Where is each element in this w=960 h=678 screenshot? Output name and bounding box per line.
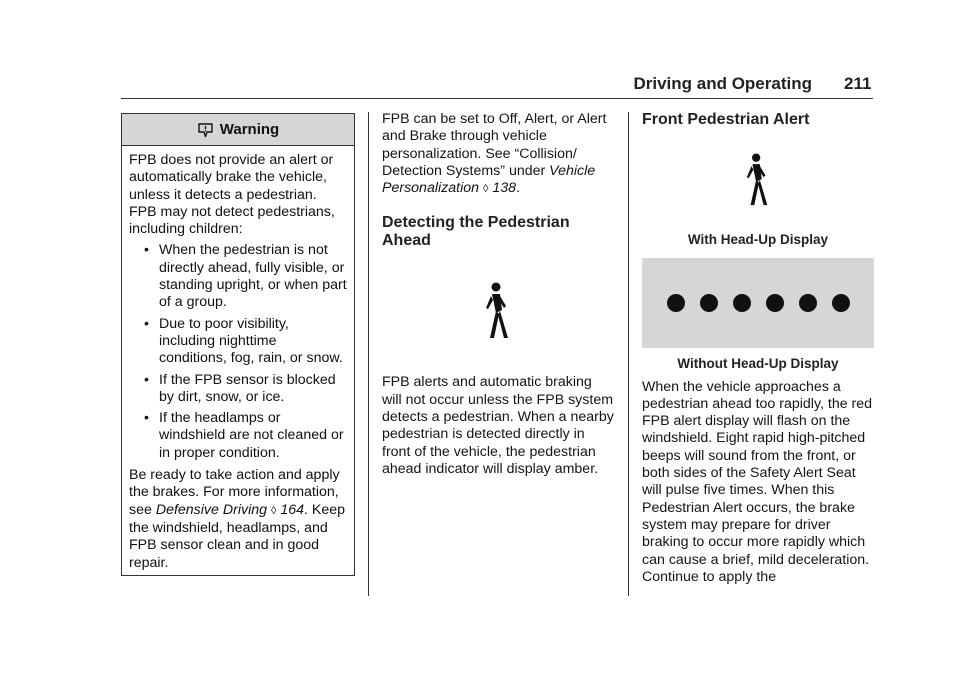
alert-light [733, 294, 751, 312]
no-hud-alert-display [642, 258, 874, 348]
ref-page-number[interactable]: 138 [492, 180, 517, 197]
page-number: 211 [844, 74, 872, 93]
alert-light [667, 294, 685, 312]
personalization-text: FPB can be set to Off, Alert, or Alert and Brake through vehicle personalization. See “Collision/ Detection Systems” under [382, 111, 607, 179]
bullet-mark: • [144, 371, 149, 388]
warning-outro: Be ready to take action and apply the brakes. For more information, see Defensive Driving ◊ 164. Keep the windshield, headlamps, and FPB sensor clean and in good repair. [129, 467, 346, 571]
warning-intro: FPB does not provide an alert or automatically brake the vehicle, unless it detects a pedestrian. FPB may not detect pedestrians, including children: [129, 152, 335, 238]
bullet-text: If the headlamps or windshield are not cleaned or in proper condition. [159, 410, 344, 461]
warning-icon [197, 122, 214, 138]
pedestrian-indicator-figure [382, 282, 614, 342]
column-divider [368, 112, 369, 596]
middle-column [382, 111, 614, 478]
alert-light [832, 294, 850, 312]
alert-light [700, 294, 718, 312]
warning-box [121, 113, 355, 576]
bullet-mark: • [144, 315, 149, 332]
warning-header [122, 114, 354, 146]
ref-defensive-driving[interactable]: Defensive Driving [155, 501, 268, 518]
hud-pedestrian-figure [642, 153, 874, 209]
personalization-paragraph: FPB can be set to Off, Alert, or Alert and Brake through vehicle personalization. See “Collision/ Detection Systems” under Vehicle Personalization ◊ 138. [382, 111, 607, 197]
bullet-text: Due to poor visibility, including nighttime conditions, fog, rain, or snow. [159, 315, 343, 367]
alert-paragraph: When the vehicle approaches a pedestrian ahead too rapidly, the red FPB alert display will flash on the windshield. Eight rapid high-pitched beeps will sound from the front, or both sides of the Safety Alert Seat will pulse five times. When this Pedestrian Alert occurs, the brake system may prepare for driver braking to occur more rapidly which can cause a brief, mild deceleration. Continue to apply the [642, 378, 873, 585]
pedestrian-icon [739, 153, 777, 207]
warning-bullet [129, 242, 348, 311]
section-heading-front-pedestrian-alert: Front Pedestrian Alert [642, 111, 810, 128]
alert-light [799, 294, 817, 312]
warning-bullet [129, 372, 348, 407]
bullet-text: If the FPB sensor is blocked by dirt, snow, or ice. [159, 371, 336, 405]
pedestrian-icon [478, 282, 518, 340]
ref-vehicle-personalization[interactable]: Vehicle Personalization [382, 162, 596, 197]
caption-without-hud: Without Head-Up Display [677, 356, 839, 372]
page-ref-icon: ◊ [270, 504, 277, 517]
section-title: Driving and Operating [633, 74, 812, 93]
warning-bullet [129, 316, 348, 368]
section-heading-detecting: Detecting the Pedestrian Ahead [382, 214, 570, 250]
header-rule [121, 98, 873, 99]
detection-paragraph: FPB alerts and automatic braking will not occur unless the FPB system detects a pedestrian. When a nearby pedestrian is detected directly in front of the vehicle, the pedestrian ahead indicator will display amber. [382, 374, 614, 477]
warning-bullet [129, 410, 348, 462]
bullet-mark: • [144, 410, 149, 427]
warning-outro-text: Be ready to take action and apply the brakes. For more information, see [129, 467, 340, 518]
warning-outro-post: Keep the windshield, headlamps, and FPB sensor clean and in good repair. [129, 501, 346, 571]
right-column [642, 111, 874, 586]
warning-title: Warning [219, 121, 280, 138]
bullet-text: When the pedestrian is not directly ahead, fully visible, or standing upright, or when part of a group. [159, 242, 347, 311]
bullet-mark: • [144, 242, 149, 259]
column-divider [628, 112, 629, 596]
alert-light [766, 294, 784, 312]
ref-page-number[interactable]: 164 [280, 501, 305, 518]
page-ref-icon: ◊ [482, 183, 489, 196]
caption-with-hud: With Head-Up Display [687, 232, 829, 247]
